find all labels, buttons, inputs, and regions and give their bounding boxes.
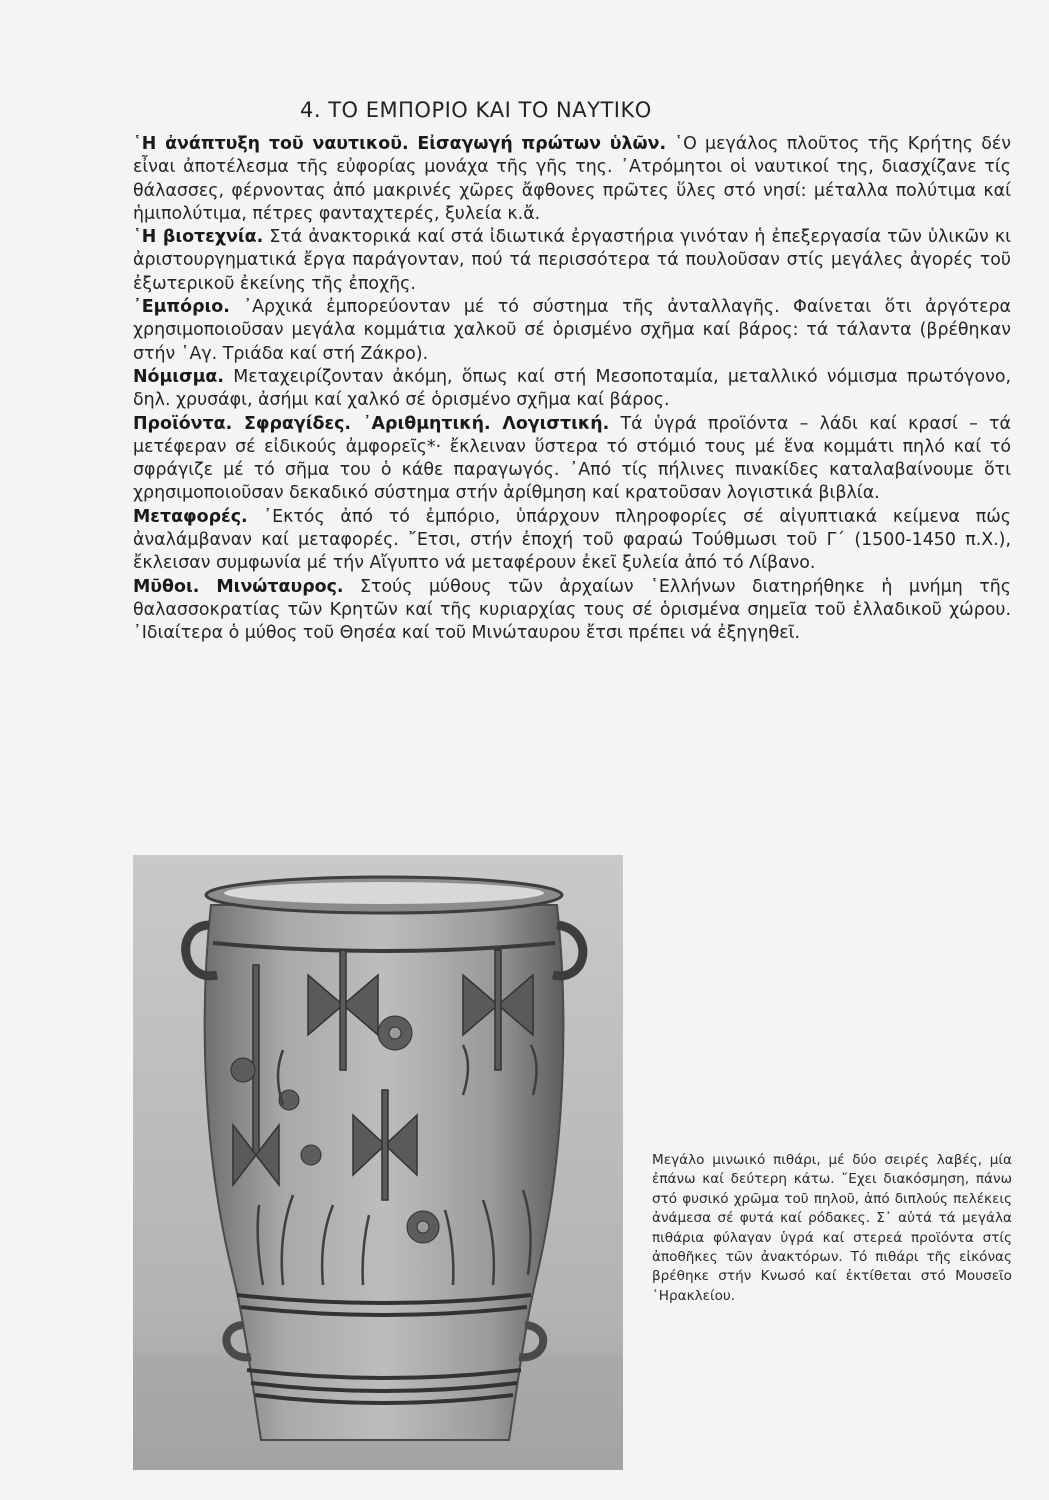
pithos-photo — [133, 855, 623, 1470]
section-products-seals — [133, 413, 1011, 506]
section-text: ῾Ο μεγάλος πλοῦτος τῆς Κρήτης δέν εἶναι ἀποτέλεσμα τῆς εὐφορίας μονάχα τῆς γῆς της. ᾿Ατρόμητοι οἱ ναυτικοί της, διασχίζανε τίς θάλασσες, φέρνοντας ἀπό μακρινές χῶρες ἄφθονες πρῶτες ὕλες στό νησί: μέταλλα πολύτιμα καί ἡμιπολύτιμα, πέτρες φανταχτερές, ξυλεία κ.ἄ. — [133, 134, 1011, 224]
chapter-title: 4. ΤΟ ΕΜΠΟΡΙΟ ΚΑΙ ΤΟ ΝΑΥΤΙΚΟ — [300, 98, 652, 122]
section-text: ᾿Αρχικά ἐμπορεύονταν μέ τό σύστημα τῆς ἀνταλλαγῆς. Φαίνεται ὅτι ἀργότερα χρησιμοποιοῦσαν μεγάλα κομμάτια χαλκοῦ σέ ὁρισμένο σχῆμα καί βάρος: τά τάλαντα (βρέθηκαν στήν ῾Αγ. Τριάδα καί στή Ζάκρο). — [133, 297, 1011, 364]
section-currency — [133, 366, 1011, 413]
section-heading: Προϊόντα. Σφραγίδες. ᾿Αριθμητική. Λογιστική. — [133, 413, 610, 434]
section-heading: ῾Η βιοτεχνία. — [133, 227, 264, 248]
section-navy-development — [133, 133, 1011, 226]
section-heading: Μῦθοι. Μινώταυρος. — [133, 576, 344, 597]
body-text — [133, 133, 1011, 646]
section-text: Στούς μύθους τῶν ἀρχαίων ῾Ελλήνων διατηρήθηκε ἡ μνήμη τῆς θαλασσοκρατίας τῶν Κρητῶν καί τῆς κυριαρχίας τους σέ ὁρισμένα σημεῖα τοῦ ἑλλαδικοῦ χώρου. ᾿Ιδιαίτερα ὁ μύθος τοῦ Θησέα καί τοῦ Μινώταυρου ἔτσι πρέπει νά ἐξηγηθεῖ. — [133, 576, 1011, 644]
section-heading: ᾿Εμπόριο. — [133, 297, 230, 318]
section-transport — [133, 506, 1011, 576]
section-trade — [133, 296, 1011, 366]
section-text: Στά ἀνακτορικά καί στά ἰδιωτικά ἐργαστήρια γινόταν ἡ ἐπεξεργασία τῶν ὑλικῶν κι ἀριστουργηματικά ἔργα παράγονταν, πού τά περισσότερα τά πουλοῦσαν στίς μεγάλες ἀγορές τοῦ ἐξωτερικοῦ ἐκείνης τῆς ἐποχῆς. — [133, 227, 1011, 294]
section-text: ᾿Εκτός ἀπό τό ἐμπόριο, ὑπάρχουν πληροφορίες σέ αἰγυπτιακά κείμενα πώς ἀναλάμβαναν καί μεταφορές. ῎Ετσι, στήν ἐποχή τοῦ φαραώ Τούθμωσι τοῦ Γ΄ (1500-1450 π.Χ.), ἔκλεισαν συμφωνία μέ τήν Αἴγυπτο νά μεταφέρουν ἐκεῖ ξυλεία ἀπό τό Λίβανο. — [133, 506, 1011, 574]
section-heading: ῾Η ἀνάπτυξη τοῦ ναυτικοῦ. Εἰσαγωγή πρώτων ὑλῶν. — [133, 134, 667, 154]
section-heading: Μεταφορές. — [133, 506, 248, 527]
section-myths — [133, 576, 1011, 646]
section-crafts — [133, 226, 1011, 296]
pithos-illustration — [133, 855, 623, 1470]
section-heading: Νόμισμα. — [133, 366, 224, 387]
section-text: Τά ὑγρά προϊόντα – λάδι καί κρασί – τά μετέφεραν σέ εἰδικούς ἀμφορεῖς*· ἔκλειναν ὕστερα τό στόμιό τους μέ ἕνα κομμάτι πηλό καί τό σφράγιζε μέ τό σῆμα του ὁ κάθε παραγωγός. ᾿Από τίς πήλινες πινακίδες καταλαβαίνουμε ὅτι χρησιμοποιοῦσαν δεκαδικό σύστημα στήν ἀρίθμηση καί κρατοῦσαν λογιστικά βιβλία. — [133, 413, 1011, 504]
section-text: Μεταχειρίζονταν ἀκόμη, ὅπως καί στή Μεσοποταμία, μεταλλικό νόμισμα πρωτόγονο, δηλ. χρυσάφι, ἀσήμι καί χαλκό σέ ὁρισμένο σχῆμα καί βάρος. — [133, 366, 1011, 411]
figure-caption: Μεγάλο μινωικό πιθάρι, μέ δύο σειρές λαβές, μία ἐπάνω καί δεύτερη κάτω. ῎Εχει διακόσμηση, πάνω στό φυσικό χρῶμα τοῦ πηλοῦ, ἀπό διπλούς πελέκεις ἀνάμεσα σέ φυτά καί ρόδακες. Σ᾿ αὐτά τά μεγάλα πιθάρια φύλαγαν ὑγρά καί στερεά προϊόντα στίς ἀποθῆκες τῶν ἀνακτόρων. Τό πιθάρι τῆς εἰκόνας βρέθηκε στήν Κνωσό καί ἐκτίθεται στό Μουσεῖο ῾Ηρακλείου. — [652, 1152, 1012, 1304]
